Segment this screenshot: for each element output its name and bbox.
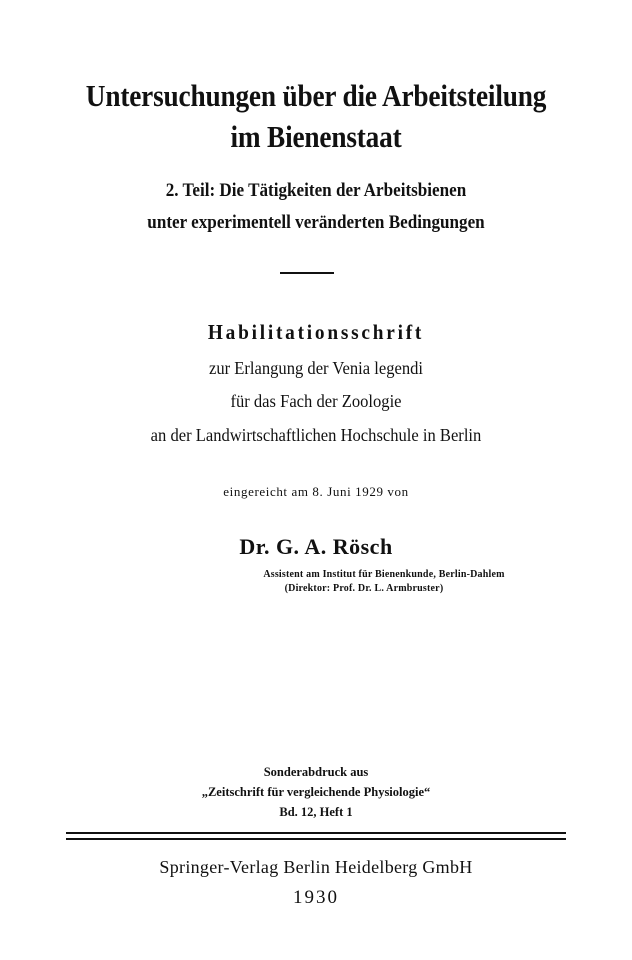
reprint-line-3: Bd. 12, Heft 1 [279, 805, 353, 819]
short-divider [280, 272, 334, 274]
title-line-2: im Bienenstaat [230, 119, 402, 154]
thesis-heading: Habilitationsschrift [207, 320, 425, 344]
reprint-line-1: Sonderabdruck aus [263, 765, 369, 779]
reprint-line-2: „Zeitschrift für vergleichende Physiologie“ [201, 785, 431, 799]
title-line-1: Untersuchungen über die Arbeitsteilung [85, 78, 547, 113]
author-name: Dr. G. A. Rösch [239, 534, 393, 559]
subtitle-line-1: 2. Teil: Die Tätigkeiten der Arbeitsbienen [165, 180, 467, 201]
publication-year: 1930 [293, 887, 339, 908]
subtitle-line-2: unter experimentell veränderten Bedingungen [147, 212, 485, 233]
author-director: (Direktor: Prof. Dr. L. Armbruster) [284, 583, 444, 594]
thesis-line-3: an der Landwirtschaftlichen Hochschule in Berlin [150, 425, 482, 445]
double-rule-top [66, 832, 566, 834]
publisher-name: Springer-Verlag Berlin Heidelberg GmbH [159, 857, 473, 877]
thesis-line-1: zur Erlangung der Venia legendi [209, 358, 423, 378]
submission-note: eingereicht am 8. Juni 1929 von [223, 484, 409, 499]
thesis-line-2: für das Fach der Zoologie [230, 391, 402, 411]
author-affiliation: Assistent am Institut für Bienenkunde, Berlin-Dahlem [263, 569, 505, 580]
double-rule-bottom [66, 838, 566, 840]
